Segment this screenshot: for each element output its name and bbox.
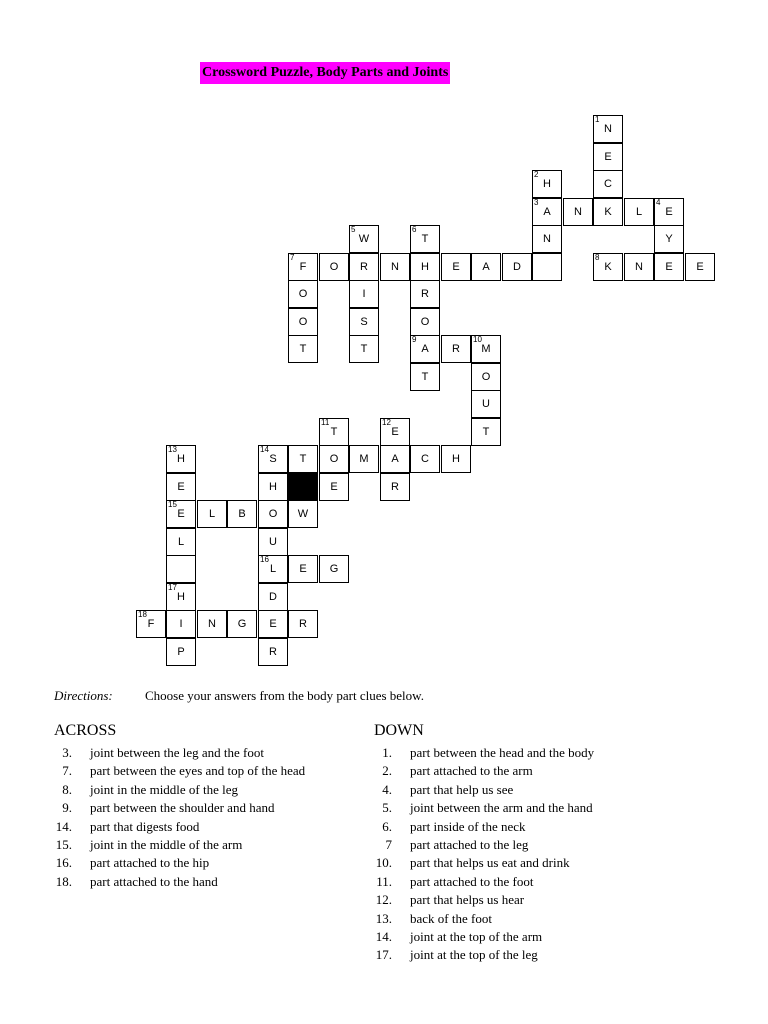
cell-letter: I: [362, 288, 366, 300]
clue-text: part inside of the neck: [410, 818, 526, 834]
clue-text: part that helps us hear: [410, 892, 525, 908]
cell-letter: E: [665, 206, 673, 218]
grid-cell[interactable]: [410, 445, 440, 473]
grid-cell[interactable]: [197, 500, 227, 528]
cell-letter: L: [635, 206, 643, 218]
clue-number: 1: [595, 115, 600, 124]
cell-letter: K: [604, 206, 612, 218]
across-heading: ACROSS: [54, 722, 117, 739]
clue-text: part that help us see: [410, 781, 514, 797]
grid-cell[interactable]: [471, 418, 501, 446]
clue-number: 4.: [382, 781, 392, 797]
cell-letter: N: [391, 261, 399, 273]
clue-number: 2: [534, 170, 539, 179]
cell-letter: A: [482, 261, 490, 273]
clue-text: joint at the top of the leg: [410, 947, 538, 963]
clue-number: 14.: [55, 818, 72, 834]
clue-number: 5.: [382, 800, 392, 816]
cell-letter: O: [268, 508, 278, 520]
grid-cell[interactable]: [624, 253, 654, 281]
cell-letter: H: [269, 481, 277, 493]
grid-cell[interactable]: [410, 280, 440, 308]
clue-number: 10: [473, 335, 482, 344]
clue-number: 17: [168, 583, 177, 592]
cell-letter: M: [359, 453, 369, 465]
grid-cell[interactable]: [288, 500, 318, 528]
clue-text: joint in the middle of the arm: [90, 837, 243, 852]
clue-number: 9: [412, 335, 417, 344]
grid-cell[interactable]: [380, 253, 410, 281]
cell-letter: E: [665, 261, 673, 273]
cell-letter: U: [269, 536, 277, 548]
clue-number: 3.: [62, 745, 72, 760]
grid-cell[interactable]: [502, 253, 532, 281]
grid-cell[interactable]: [349, 225, 379, 253]
grid-cell[interactable]: [441, 445, 471, 473]
clue-number: 2.: [382, 763, 392, 779]
grid-cell[interactable]: [685, 253, 715, 281]
clue-number: 9.: [62, 800, 72, 816]
clue-number: 10.: [375, 855, 392, 871]
grid-cell[interactable]: [258, 610, 288, 638]
grid-cell[interactable]: [380, 473, 410, 501]
clue-number: 8: [595, 253, 600, 262]
cell-letter: R: [452, 343, 460, 355]
cell-letter: E: [269, 618, 277, 630]
grid-cell[interactable]: [258, 638, 288, 666]
clue-text: part attached to the hand: [90, 873, 218, 889]
cell-letter: L: [177, 536, 185, 548]
cell-letter: C: [604, 178, 612, 190]
cell-letter: T: [299, 343, 307, 355]
grid-cell[interactable]: [471, 363, 501, 391]
clue-number: 13: [168, 445, 177, 454]
cell-letter: Y: [665, 233, 673, 245]
cell-letter: L: [269, 563, 277, 575]
grid-cell[interactable]: [410, 253, 440, 281]
cell-letter: T: [299, 453, 307, 465]
grid-cell[interactable]: [288, 335, 318, 363]
cell-letter: W: [358, 233, 370, 245]
grid-cell[interactable]: [471, 390, 501, 418]
cell-letter: E: [299, 563, 307, 575]
cell-letter: G: [329, 563, 339, 575]
cell-letter: O: [329, 261, 339, 273]
clue-number: 16.: [55, 855, 72, 871]
grid-cell[interactable]: [166, 638, 196, 666]
cell-letter: N: [543, 233, 551, 245]
directions-text: Choose your answers from the body part clues below.: [145, 688, 424, 703]
cell-letter: F: [147, 618, 155, 630]
clue-text: joint at the top of the arm: [410, 929, 543, 944]
clue-number: 18: [138, 610, 147, 619]
grid-cell[interactable]: [288, 555, 318, 583]
cell-letter: E: [696, 261, 704, 273]
cell-letter: O: [420, 316, 430, 328]
grid-cell[interactable]: [166, 445, 196, 473]
grid-cell[interactable]: [654, 225, 684, 253]
cell-letter: S: [269, 453, 277, 465]
grid-cell[interactable]: [624, 198, 654, 226]
cell-letter: A: [543, 206, 551, 218]
grid-cell[interactable]: [258, 583, 288, 611]
grid-cell[interactable]: [166, 500, 196, 528]
grid-cell[interactable]: [349, 253, 379, 281]
clue-number: 8.: [62, 781, 72, 797]
clue-number: 15.: [55, 837, 72, 852]
cell-letter: H: [177, 591, 185, 603]
cell-letter: U: [482, 398, 490, 410]
grid-cell[interactable]: [197, 610, 227, 638]
cell-letter: N: [574, 206, 582, 218]
clue-number: 12.: [375, 892, 392, 908]
clue-text: part that digests food: [90, 818, 200, 834]
clue-number: 7: [385, 837, 392, 852]
cell-letter: N: [635, 261, 643, 273]
cell-letter: O: [298, 288, 308, 300]
clue-text: joint in the middle of the leg: [90, 781, 239, 797]
grid-cell[interactable]: [258, 500, 288, 528]
grid-cell[interactable]: [593, 253, 623, 281]
clue-text: back of the foot: [410, 910, 492, 926]
clue-number: 14.: [375, 929, 392, 944]
clue-text: part attached to the foot: [410, 873, 534, 889]
grid-cell[interactable]: [166, 528, 196, 556]
grid-cell[interactable]: [136, 610, 166, 638]
cell-letter: H: [452, 453, 460, 465]
grid-cell[interactable]: [166, 610, 196, 638]
grid-cell[interactable]: [410, 308, 440, 336]
grid-cell[interactable]: [258, 555, 288, 583]
grid-cell[interactable]: [288, 308, 318, 336]
cell-letter: R: [269, 646, 277, 658]
cell-letter: C: [421, 453, 429, 465]
cell-letter: R: [360, 261, 368, 273]
grid-cell[interactable]: [258, 445, 288, 473]
cell-letter: I: [179, 618, 183, 630]
cell-letter: R: [421, 288, 429, 300]
grid-cell[interactable]: [563, 198, 593, 226]
cell-letter: A: [421, 343, 429, 355]
cell-letter: P: [177, 646, 185, 658]
clue-number: 13.: [375, 910, 392, 926]
cell-letter: T: [421, 233, 429, 245]
grid-cell[interactable]: [593, 115, 623, 143]
clue-number: 6.: [382, 818, 392, 834]
grid-cell[interactable]: [593, 143, 623, 171]
cell-letter: N: [604, 123, 612, 135]
grid-cell[interactable]: [349, 308, 379, 336]
cell-letter: L: [208, 508, 216, 520]
cell-letter: E: [330, 481, 338, 493]
grid-cell[interactable]: [166, 583, 196, 611]
grid-cell[interactable]: [319, 445, 349, 473]
grid-cell[interactable]: [166, 555, 196, 583]
cell-letter: H: [421, 261, 429, 273]
cell-letter: R: [299, 618, 307, 630]
grid-cell[interactable]: [227, 500, 257, 528]
cell-letter: O: [481, 371, 491, 383]
clue-number: 5: [351, 225, 356, 234]
clue-number: 12: [382, 418, 391, 427]
cell-letter: H: [543, 178, 551, 190]
clue-number: 1.: [382, 745, 392, 760]
clue-number: 3: [534, 198, 539, 207]
grid-cell-black[interactable]: [288, 473, 318, 501]
grid-cell[interactable]: [380, 418, 410, 446]
clue-text: part between the shoulder and hand: [90, 800, 275, 816]
directions-label: Directions:: [54, 688, 113, 703]
grid-cell[interactable]: [471, 335, 501, 363]
cell-letter: T: [360, 343, 368, 355]
grid-cell[interactable]: [258, 528, 288, 556]
grid-cell[interactable]: [441, 335, 471, 363]
clue-number: 7: [290, 253, 295, 262]
grid-cell[interactable]: [380, 445, 410, 473]
page-title: Crossword Puzzle, Body Parts and Joints: [200, 62, 450, 84]
cell-letter: H: [177, 453, 185, 465]
cell-letter: O: [298, 316, 308, 328]
grid-cell[interactable]: [319, 253, 349, 281]
grid-cell[interactable]: [593, 198, 623, 226]
cell-letter: D: [269, 591, 277, 603]
cell-letter: N: [208, 618, 216, 630]
grid-cell[interactable]: [319, 418, 349, 446]
grid-cell[interactable]: [349, 445, 379, 473]
grid-cell[interactable]: [532, 225, 562, 253]
grid-cell[interactable]: [288, 610, 318, 638]
clue-number: 14: [260, 445, 269, 454]
grid-cell[interactable]: [288, 280, 318, 308]
grid-cell[interactable]: [410, 225, 440, 253]
clue-number: 11: [321, 418, 330, 427]
clue-text: part attached to the arm: [410, 763, 533, 779]
clue-number: 4: [656, 198, 661, 207]
clue-text: part that helps us eat and drink: [410, 855, 570, 871]
clue-text: joint between the arm and the hand: [410, 800, 593, 816]
grid-cell[interactable]: [288, 445, 318, 473]
down-heading: DOWN: [374, 722, 424, 739]
cell-letter: S: [360, 316, 368, 328]
cell-letter: G: [237, 618, 247, 630]
grid-cell[interactable]: [654, 198, 684, 226]
clue-number: 18.: [55, 873, 72, 889]
cell-letter: M: [481, 343, 491, 355]
grid-cell[interactable]: [258, 473, 288, 501]
clue-number: 17.: [375, 947, 392, 963]
grid-cell[interactable]: [532, 170, 562, 198]
grid-cell[interactable]: [593, 170, 623, 198]
clue-number: 15: [168, 500, 177, 509]
cell-letter: E: [452, 261, 460, 273]
cell-letter: K: [604, 261, 612, 273]
grid-cell[interactable]: [532, 198, 562, 226]
grid-cell[interactable]: [319, 555, 349, 583]
cell-letter: D: [513, 261, 521, 273]
directions: [54, 688, 424, 704]
clue-text: part between the head and the body: [410, 745, 595, 760]
clue-text: part between the eyes and top of the head: [90, 763, 306, 779]
clue-text: joint between the leg and the foot: [90, 745, 265, 760]
cell-letter: T: [421, 371, 429, 383]
cell-letter: E: [391, 426, 399, 438]
cell-letter: E: [177, 481, 185, 493]
clue-number: 7.: [62, 763, 72, 779]
cell-letter: A: [391, 453, 399, 465]
grid-cell[interactable]: [227, 610, 257, 638]
cell-letter: T: [482, 426, 490, 438]
grid-cell[interactable]: [654, 253, 684, 281]
grid-cell[interactable]: [441, 253, 471, 281]
clue-text: part attached to the leg: [410, 837, 529, 852]
grid-cell[interactable]: [410, 363, 440, 391]
grid-cell[interactable]: [532, 253, 562, 281]
grid-cell[interactable]: [166, 473, 196, 501]
clue-text: part attached to the hip: [90, 855, 210, 871]
grid-cell[interactable]: [349, 280, 379, 308]
grid-cell[interactable]: [410, 335, 440, 363]
clue-number: 16: [260, 555, 269, 564]
cell-letter: E: [177, 508, 185, 520]
cell-letter: B: [238, 508, 246, 520]
cell-letter: R: [391, 481, 399, 493]
grid-cell[interactable]: [471, 253, 501, 281]
clue-number: 6: [412, 225, 417, 234]
cell-letter: O: [329, 453, 339, 465]
grid-cell[interactable]: [349, 335, 379, 363]
grid-cell[interactable]: [288, 253, 318, 281]
clue-number: 11.: [376, 873, 392, 889]
cell-letter: E: [604, 151, 612, 163]
cell-letter: T: [330, 426, 338, 438]
cell-letter: F: [299, 261, 307, 273]
grid-cell[interactable]: [319, 473, 349, 501]
cell-letter: W: [297, 508, 309, 520]
